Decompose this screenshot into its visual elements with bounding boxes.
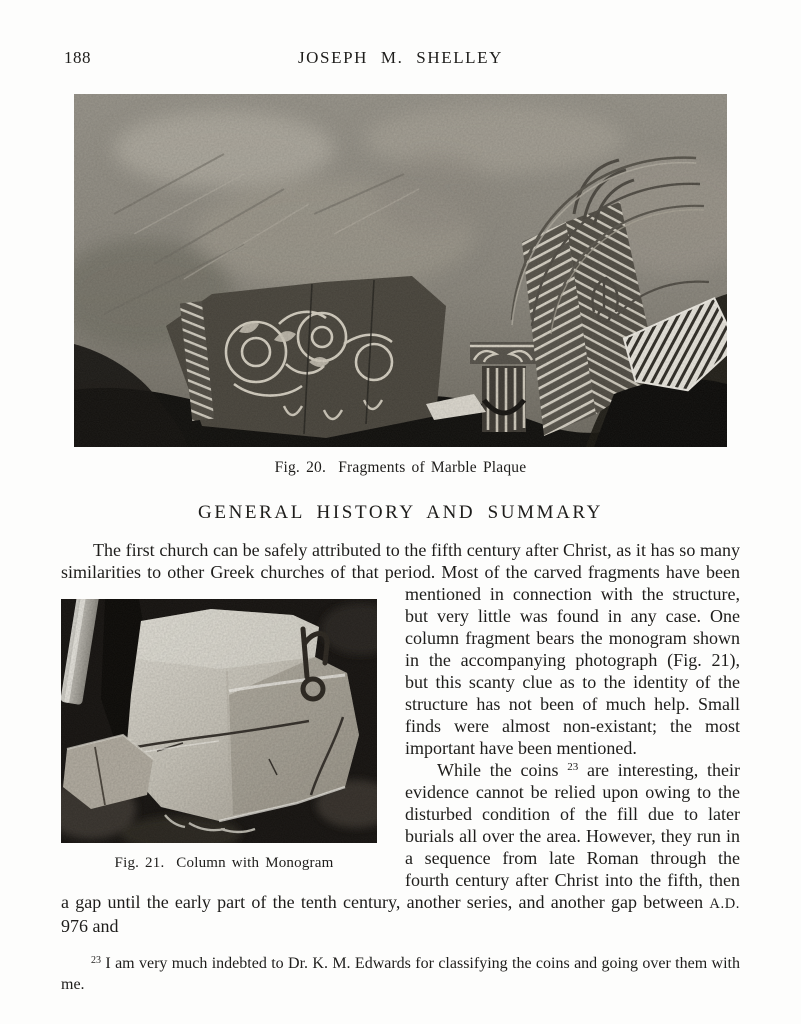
footnote-reference: 23	[567, 760, 579, 773]
page-header	[62, 48, 739, 68]
article-body	[61, 539, 740, 937]
section-heading: GENERAL HISTORY AND SUMMARY	[198, 501, 603, 523]
figure-20	[74, 94, 727, 478]
figure-20-caption: Fig. 20. Fragments of Marble Plaque	[274, 459, 527, 476]
paragraph-1-rest: fragments have been mentioned in connection with the structure, but very little was found in any case. One column fragment bears the monogram shown in the accompanying photograph (Fig. 21), but this scanty clue as to the identity of the structure has not been of much help. Small finds were almost non-existant; the most important have been mentioned.	[405, 561, 741, 758]
figure-21-caption: Fig. 21. Column with Monogram	[114, 854, 334, 871]
page-number: 188	[64, 48, 91, 67]
paragraph-2-lead: While the coins	[437, 759, 568, 780]
figure-21	[61, 599, 377, 872]
running-title: JOSEPH M. SHELLEY	[297, 48, 504, 67]
footnote-marker: 23	[91, 954, 101, 966]
figure-20-image	[74, 94, 727, 447]
paragraph-2-end: 976 and	[61, 915, 119, 936]
figure-21-image	[61, 599, 377, 843]
footnote-text: I am very much indebted to Dr. K. M. Edwards for classifying the coins and going over them with me.	[61, 954, 740, 993]
paragraph-2-middle: are interesting, their evidence cannot be relied upon owing to the disturbed condition of the fill due to later burials all over the area. However, they run in a sequence from late Roman through the fourth century after Christ into the fifth, then a gap until the early part of the tenth century, another series, and another gap between	[61, 759, 740, 912]
paragraph-1-lead: The first church can be safely attributed to the fifth century after Christ, as it has so many similarities to other Greek churches of that period. Most of the carved	[61, 539, 740, 582]
small-caps-ad: A.D.	[709, 895, 740, 912]
footnote	[61, 953, 740, 995]
